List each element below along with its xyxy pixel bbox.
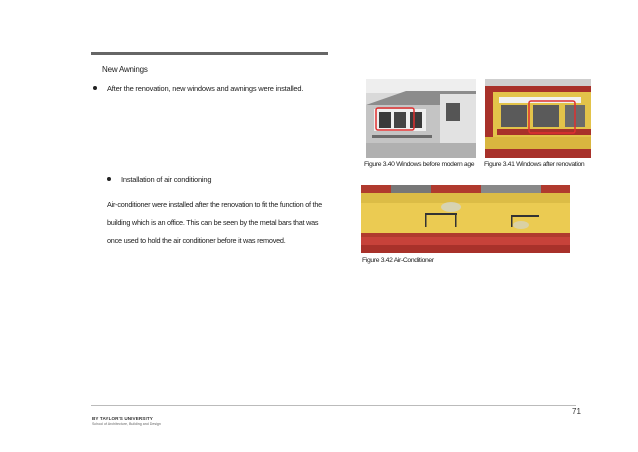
bullet-text: Installation of air conditioning [121,175,212,184]
university-logo [92,416,162,430]
section-heading: New Awnings [102,65,148,74]
logo-subtitle: School of Architecture, Building and Design [92,422,161,426]
photo-windows-before-image [366,79,476,158]
logo-title: BY TAYLOR'S UNIVERSITY [92,416,153,421]
photo-windows-after-image [485,79,591,158]
bullet-item-aircon [107,175,211,184]
figure-caption-3-41: Figure 3.41 Windows after renovation [484,161,585,168]
page-number: 71 [572,407,581,416]
figure-caption-3-42: Figure 3.42 Air-Conditioner [362,257,434,264]
top-rule [91,52,328,55]
bullet-item-windows [93,84,303,93]
photo-air-conditioner-image [361,185,570,253]
photo-windows-after [485,79,591,158]
figure-caption-3-40: Figure 3.40 Windows before modern age [364,161,475,168]
bullet-icon [93,86,97,90]
bullet-text: After the renovation, new windows and awnings were installed. [107,84,304,93]
bullet-icon [107,177,111,181]
body-paragraph: Air-conditioner were installed after the renovation to fit the function of the building which is an office. This can be seen by the metal bars that was once used to hold the air conditioner before it was removed. [107,200,322,245]
footer-rule [91,405,576,406]
photo-windows-before [366,79,476,158]
photo-air-conditioner [361,185,570,253]
